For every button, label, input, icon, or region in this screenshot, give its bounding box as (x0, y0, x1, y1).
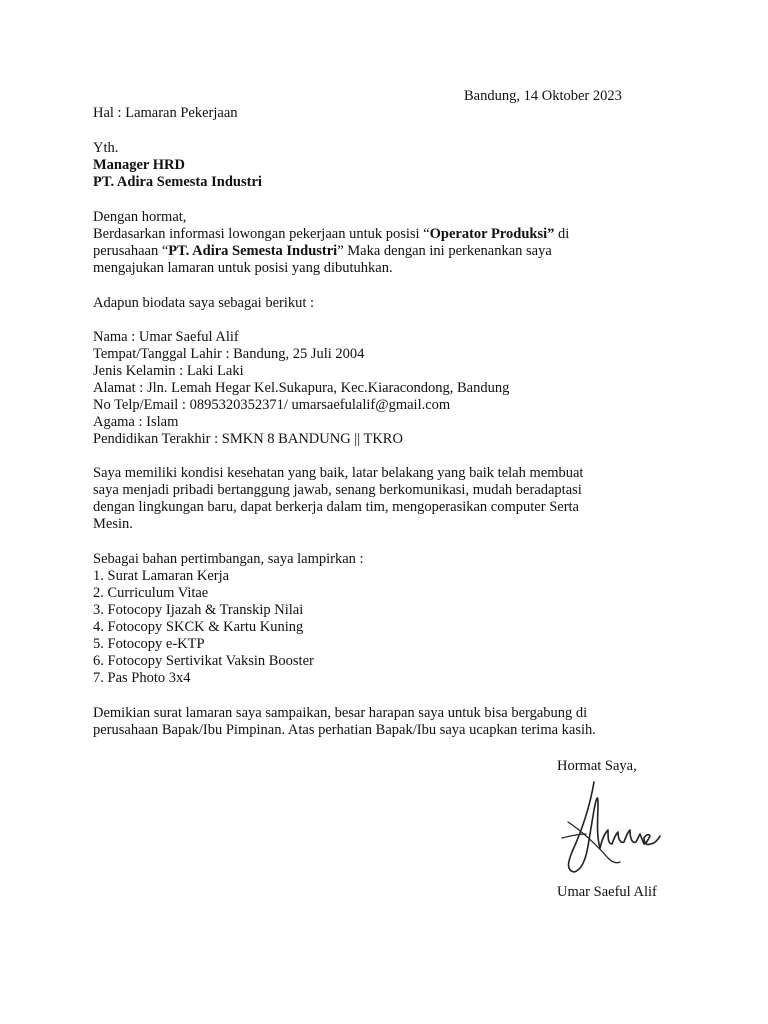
position-name: Operator Produksi” (429, 226, 555, 242)
attachment-item: 3. Fotocopy Ijazah & Transkip Nilai (93, 602, 304, 618)
company-name: PT. Adira Semesta Industri (168, 243, 338, 259)
intro-line-1-pre: Berdasarkan informasi lowongan pekerjaan untuk posisi “ (93, 226, 430, 242)
subject-line: Hal : Lamaran Pekerjaan (93, 105, 238, 121)
biodata-gender: Jenis Kelamin : Laki Laki (93, 363, 244, 379)
biodata-birth: Tempat/Tanggal Lahir : Bandung, 25 Juli 2004 (93, 346, 365, 362)
intro-line-2-pre: perusahaan “ (93, 243, 169, 259)
biodata-contact: No Telp/Email : 0895320352371/ umarsaefulalif@gmail.com (93, 397, 451, 413)
intro-line-3: mengajukan lamaran untuk posisi yang dibutuhkan. (93, 260, 393, 276)
recipient-salutation: Yth. (93, 140, 119, 156)
place-date: Bandung, 14 Oktober 2023 (464, 88, 622, 104)
attachment-item: 5. Fotocopy e-KTP (93, 636, 205, 652)
attachment-item: 1. Surat Lamaran Kerja (93, 568, 230, 584)
closing-line-2: perusahaan Bapak/Ibu Pimpinan. Atas perhatian Bapak/Ibu saya ucapkan terima kasih. (93, 722, 596, 738)
biodata-religion: Agama : Islam (93, 414, 179, 430)
qualities-line-1: Saya memiliki kondisi kesehatan yang baik, latar belakang yang baik telah membuat (93, 465, 584, 481)
intro-line-2-post: ” Maka dengan ini perkenankan saya (337, 243, 552, 259)
attachment-item: 4. Fotocopy SKCK & Kartu Kuning (93, 619, 304, 635)
qualities-line-3: dengan lingkungan baru, dapat berkerja dalam tim, mengoperasikan computer Serta (93, 499, 579, 515)
signer-name: Umar Saeful Alif (557, 884, 657, 900)
intro-line-1 (93, 226, 569, 243)
qualities-line-2: saya menjadi pribadi bertanggung jawab, senang berkomunikasi, mudah beradaptasi (93, 482, 582, 498)
intro-line-2 (93, 243, 552, 260)
biodata-address: Alamat : Jln. Lemah Hegar Kel.Sukapura, Kec.Kiaracondong, Bandung (93, 380, 510, 396)
greeting: Dengan hormat, (93, 209, 187, 225)
biodata-education: Pendidikan Terakhir : SMKN 8 BANDUNG || TKRO (93, 431, 403, 447)
biodata-intro: Adapun biodata saya sebagai berikut : (93, 295, 315, 311)
attachment-item: 6. Fotocopy Sertivikat Vaksin Booster (93, 653, 314, 669)
signature-image (560, 778, 670, 880)
biodata-name: Nama : Umar Saeful Alif (93, 329, 239, 345)
intro-line-1-post: di (554, 226, 570, 242)
attachment-item: 7. Pas Photo 3x4 (93, 670, 191, 686)
regards: Hormat Saya, (557, 758, 637, 774)
attachment-item: 2. Curriculum Vitae (93, 585, 209, 601)
recipient-company: PT. Adira Semesta Industri (93, 174, 262, 190)
qualities-line-4: Mesin. (93, 516, 133, 532)
attachments-intro: Sebagai bahan pertimbangan, saya lampirkan : (93, 551, 364, 567)
closing-line-1: Demikian surat lamaran saya sampaikan, besar harapan saya untuk bisa bergabung di (93, 705, 588, 721)
recipient-title: Manager HRD (93, 157, 185, 173)
